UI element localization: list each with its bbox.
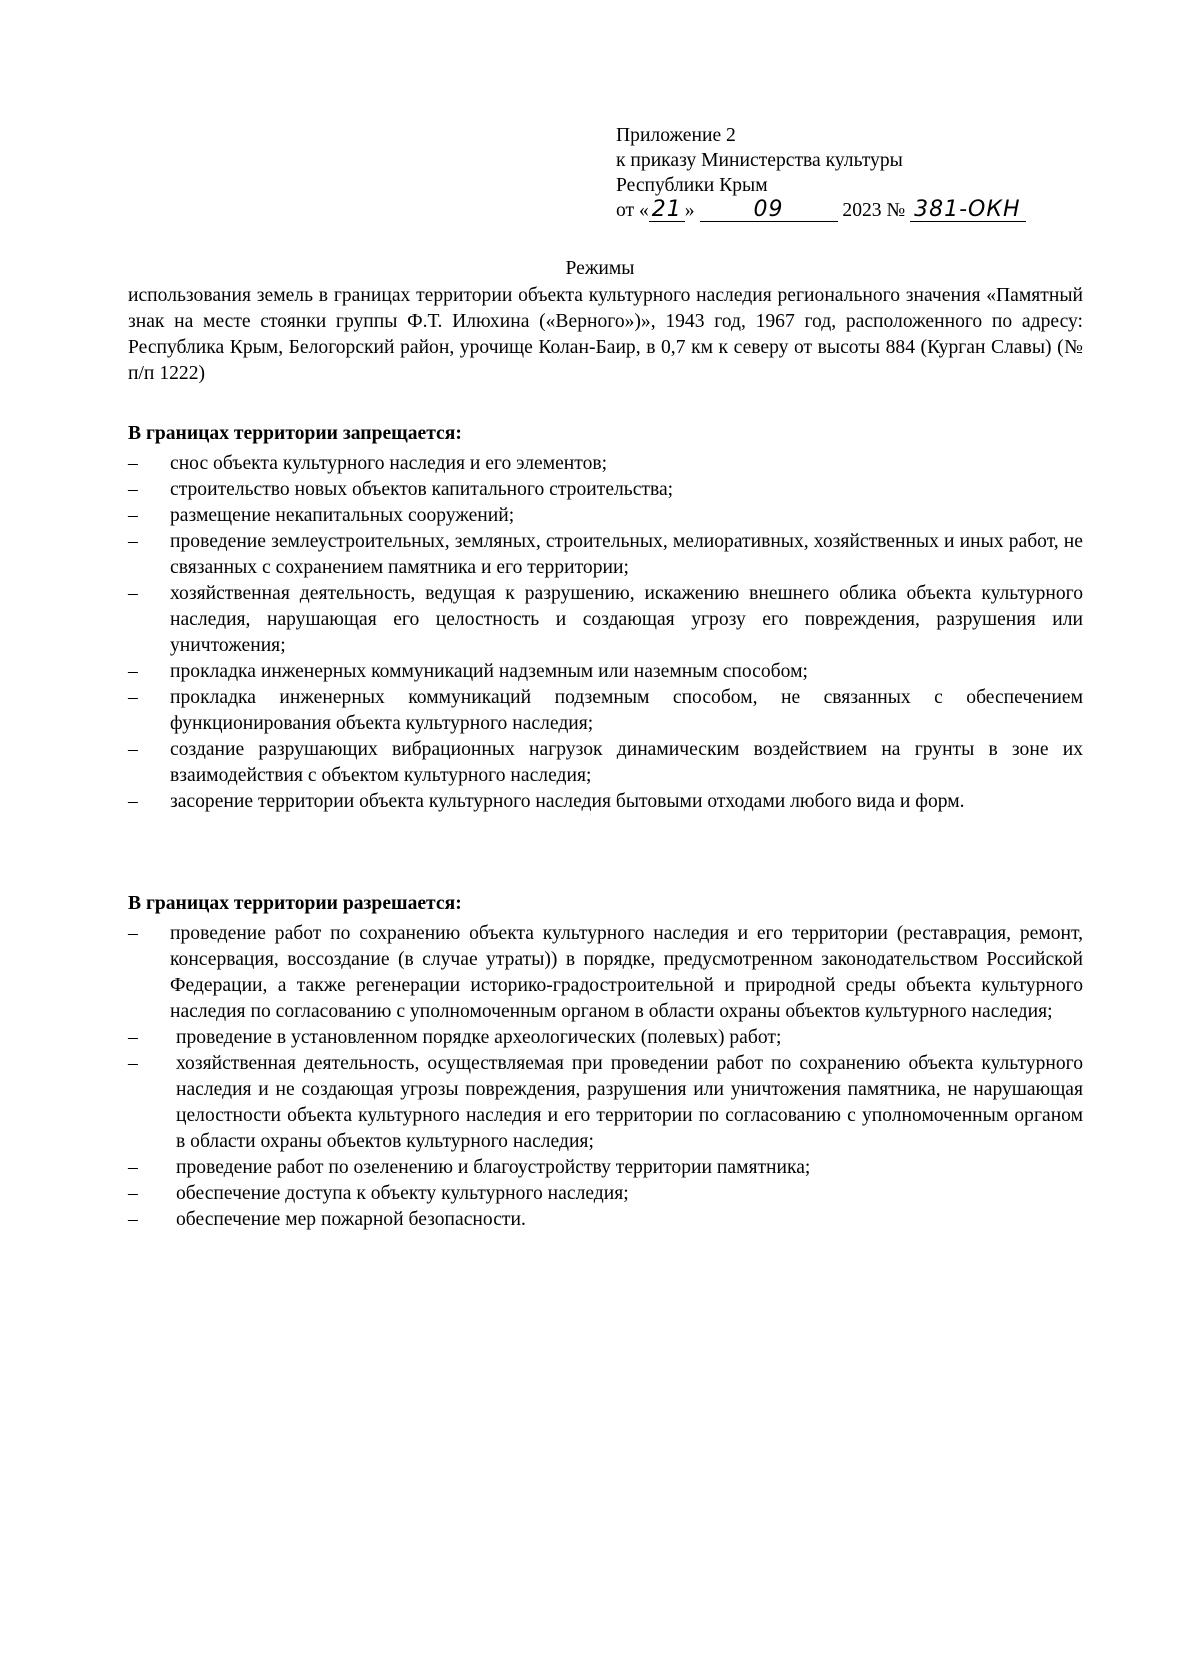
allowed-section: [128, 891, 1083, 1233]
list-item: [128, 503, 1083, 529]
list-item-text: хозяйственная деятельность, ведущая к разрушению, искажению внешнего облика объекта культурного наследия, нарушающая его целостность и создающая угрозу его повреждения, разрушения или уничтожения;: [170, 583, 1083, 656]
list-dash: –: [128, 1183, 138, 1204]
list-dash: –: [128, 739, 138, 760]
list-dash: –: [128, 1027, 138, 1048]
list-item-text: размещение некапитальных сооружений;: [170, 505, 515, 526]
list-dash: –: [128, 531, 138, 552]
prohibited-heading: В границах территории запрещается:: [128, 423, 462, 444]
date-mid: »: [684, 200, 695, 221]
list-item-text: проведение работ по сохранению объекта культурного наследия и его территории (реставрация, ремонт, консервация, воссоздание (в случае утраты)) в порядке, предусмотренном законодательством Российской Федерации, а также регенерации историко-градостроительной и природной среды объекта культурного наследия по согласованию с уполномоченным органом в области охраны объектов культурного наследия;: [170, 923, 1083, 1022]
prohibited-section: [128, 421, 1083, 815]
document-subtitle: использования земель в границах территории объекта культурного наследия регионального значения «Памятный знак на месте стоянки группы Ф.Т. Илюхина («Верного»)», 1943 год, 1967 год, расположенного по адресу: Республика Крым, Белогорский район, урочище Колан-Баир, в 0,7 км к северу от высоты 884 (Курган Славы) (№ п/п 1222): [128, 285, 1083, 384]
handwritten-day: 21: [649, 199, 685, 222]
list-item-text: прокладка инженерных коммуникаций подземным способом, не связанных с обеспечением функционирования объекта культурного наследия;: [170, 687, 1083, 734]
list-item-text: создание разрушающих вибрационных нагрузок динамическим воздействием на грунты в зоне их взаимодействия с объектом культурного наследия;: [170, 739, 1083, 786]
list-dash: –: [128, 1209, 138, 1230]
list-item: [128, 921, 1083, 1025]
list-item-text: хозяйственная деятельность, осуществляемая при проведении работ по сохранению объекта культурного наследия и не создающая угрозы повреждения, разрушения или уничтожения памятника, не нарушающая целостности объекта культурного наследия и его территории по согласованию с уполномоченным органом в области охраны объектов культурного наследия;: [176, 1053, 1083, 1152]
list-item: [128, 1155, 1083, 1181]
order-year: 2023 №: [842, 200, 906, 221]
approval-block: [616, 123, 1076, 228]
order-reference: к приказу Министерства культуры: [616, 150, 903, 171]
appendix-label: Приложение 2: [616, 125, 736, 146]
list-item-text: обеспечение доступа к объекту культурного наследия;: [176, 1183, 629, 1204]
list-item: [128, 1025, 1083, 1051]
list-item: [128, 1051, 1083, 1155]
list-item-text: проведение работ по озеленению и благоустройству территории памятника;: [176, 1157, 811, 1178]
list-dash: –: [128, 453, 138, 474]
list-item-text: проведение землеустроительных, земляных, строительных, мелиоративных, хозяйственных и иных работ, не связанных с сохранением памятника и его территории;: [170, 531, 1083, 578]
list-dash: –: [128, 1053, 138, 1074]
list-dash: –: [128, 1157, 138, 1178]
list-item: [128, 737, 1083, 789]
order-date-line: [616, 198, 1076, 228]
list-item: [128, 1181, 1083, 1207]
list-dash: –: [128, 583, 138, 604]
list-item: [128, 529, 1083, 581]
list-dash: –: [128, 923, 138, 944]
list-item: [128, 659, 1083, 685]
list-item-text: засорение территории объекта культурного наследия бытовыми отходами любого вида и форм.: [170, 791, 965, 812]
date-prefix: от «: [616, 200, 649, 221]
list-dash: –: [128, 479, 138, 500]
list-item-text: снос объекта культурного наследия и его элементов;: [170, 453, 608, 474]
document-title: Режимы: [565, 258, 635, 279]
list-item: [128, 1207, 1083, 1233]
list-item-text: проведение в установленном порядке археологических (полевых) работ;: [176, 1027, 782, 1048]
list-dash: –: [128, 687, 138, 708]
list-item-text: обеспечение мер пожарной безопасности.: [176, 1209, 526, 1230]
list-dash: –: [128, 505, 138, 526]
allowed-heading: В границах территории разрешается:: [128, 893, 462, 914]
list-item: [128, 789, 1083, 815]
republic-name: Республики Крым: [616, 175, 768, 196]
list-item: [128, 685, 1083, 737]
list-item: [128, 451, 1083, 477]
handwritten-order-number: 381-ОКН: [910, 199, 1026, 222]
list-item-text: прокладка инженерных коммуникаций надземным или наземным способом;: [170, 661, 808, 682]
handwritten-month: 09: [700, 199, 838, 222]
list-dash: –: [128, 791, 138, 812]
list-item: [128, 477, 1083, 503]
list-item-text: строительство новых объектов капитального строительства;: [170, 479, 674, 500]
list-dash: –: [128, 661, 138, 682]
list-item: [128, 581, 1083, 659]
